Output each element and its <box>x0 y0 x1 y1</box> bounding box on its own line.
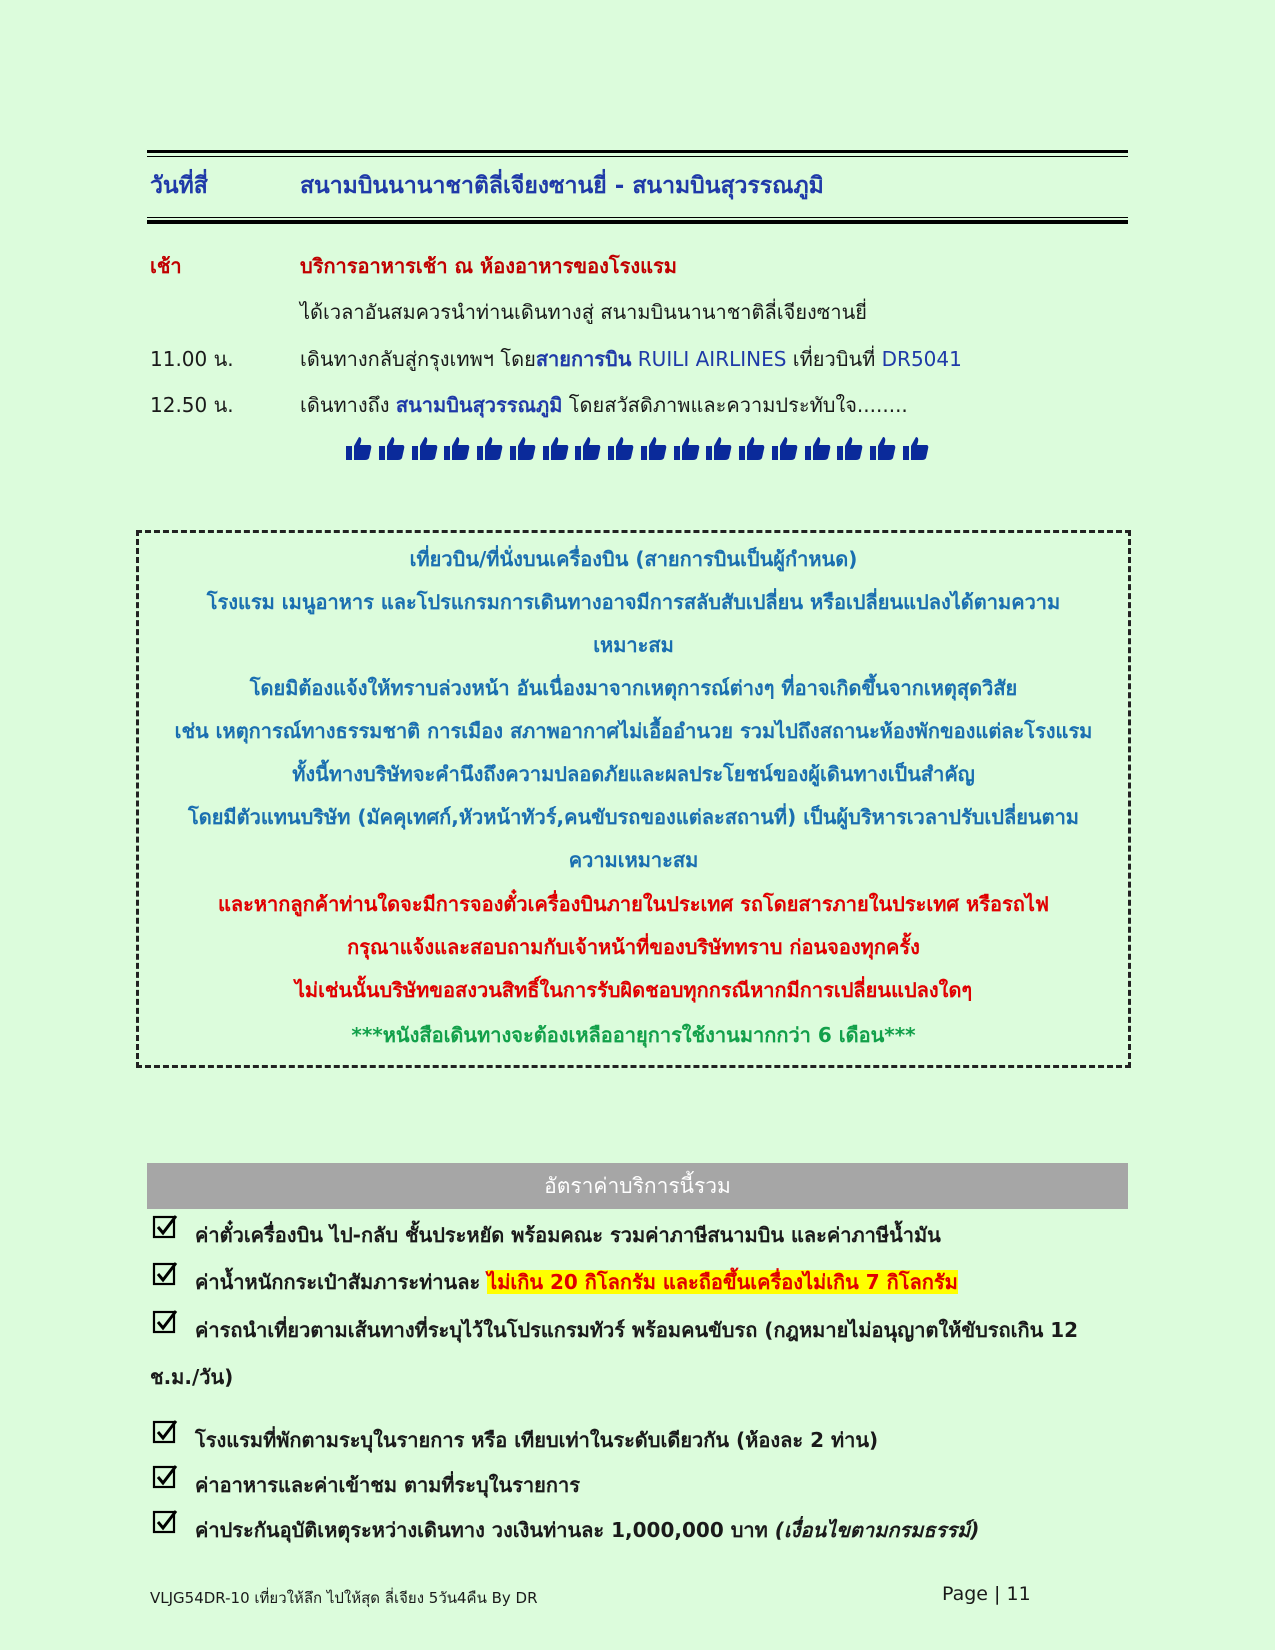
checkbox-checked-icon <box>152 1309 178 1335</box>
day-header <box>147 150 1128 226</box>
thumbs-up-icon <box>902 434 930 462</box>
notice-box <box>136 530 1131 1068</box>
header-rule-top-thin <box>147 156 1128 157</box>
include-item: ค่ารถนำเที่ยวตามเส้นทางที่ระบุไว้ในโปรแกรมทัวร์ พร้อมคนขับรถ (กฎหมายไม่อนุญาตให้ขับรถเกิน 12 <box>195 1318 1079 1342</box>
thumbs-up-icon <box>378 434 406 462</box>
thumbs-up-icon <box>509 434 537 462</box>
checkbox-checked-icon <box>152 1464 178 1490</box>
schedule-text: บริการอาหารเช้า ณ ห้องอาหารของโรงแรม <box>300 254 677 278</box>
notice-line: โดยมีตัวแทนบริษัท (มัคคุเทศก์,หัวหน้าทัวร์,คนขับรถของแต่ละสถานที่) เป็นผู้บริหารเวลาปรับเปลี่ยนตาม <box>187 805 1079 829</box>
notice-line: ความเหมาะสม <box>568 848 699 872</box>
baggage-text: ค่าน้ำหนักกระเป๋าสัมภาระท่านละ <box>195 1270 488 1294</box>
include-item: ค่าอาหารและค่าเข้าชม ตามที่ระบุในรายการ <box>195 1473 580 1497</box>
header-rule-bottom-thick <box>147 220 1128 224</box>
thumbs-up-icon <box>705 434 733 462</box>
thumbs-up-icon <box>574 434 602 462</box>
include-item <box>195 1266 958 1298</box>
notice-line: เหมาะสม <box>593 633 674 657</box>
schedule-text <box>300 389 908 421</box>
thumbs-up-icon <box>836 434 864 462</box>
thumbs-up-icon <box>640 434 668 462</box>
checkbox-checked-icon <box>152 1214 178 1240</box>
flight-mid-text: เที่ยวบินที่ <box>786 347 882 371</box>
insurance-text: ค่าประกันอุบัติเหตุระหว่างเดินทาง วงเงินท่านละ 1,000,000 บาท <box>195 1518 775 1542</box>
thumbs-up-icon <box>411 434 439 462</box>
day-label: วันที่สี่ <box>150 173 208 199</box>
checkbox-checked-icon <box>152 1261 178 1287</box>
notice-warning-line: และหากลูกค้าท่านใดจะมีการจองตั๋วเครื่องบินภายในประเทศ รถโดยสารภายในประเทศ หรือรถไฟ <box>217 892 1050 916</box>
thumbs-up-icon <box>345 434 373 462</box>
notice-line: โรงแรม เมนูอาหาร และโปรแกรมการเดินทางอาจมีการสลับสับเปลี่ยน หรือเปลี่ยนแปลงได้ตามความ <box>206 590 1061 614</box>
airline-label: สายการบิน <box>535 347 632 371</box>
checkbox-checked-icon <box>152 1509 178 1535</box>
footer-page-number: Page | 11 <box>942 1583 1031 1605</box>
arrival-pre-text: เดินทางถึง <box>300 393 396 417</box>
thumbs-up-icon <box>869 434 897 462</box>
flight-number: DR5041 <box>881 347 962 371</box>
thumbs-up-icon <box>443 434 471 462</box>
notice-line: ทั้งนี้ทางบริษัทจะคำนึงถึงความปลอดภัยและผลประโยชน์ของผู้เดินทางเป็นสำคัญ <box>292 762 975 786</box>
schedule-text <box>300 343 962 375</box>
thumbs-up-divider <box>345 434 930 464</box>
include-item <box>195 1514 979 1546</box>
thumbs-up-icon <box>673 434 701 462</box>
include-item-continuation: ช.ม./วัน) <box>150 1365 234 1389</box>
include-item: โรงแรมที่พักตามระบุในรายการ หรือ เทียบเท่าในระดับเดียวกัน (ห้องละ 2 ท่าน) <box>195 1428 879 1452</box>
thumbs-up-icon <box>804 434 832 462</box>
schedule-text: ได้เวลาอันสมควรนำท่านเดินทางสู่ สนามบินนานาชาติลี่เจียงซานยี่ <box>300 300 868 324</box>
notice-warning-line: กรุณาแจ้งและสอบถามกับเจ้าหน้าที่ของบริษัททราบ ก่อนจองทุกครั้ง <box>347 935 920 959</box>
baggage-highlight: ไม่เกิน 20 กิโลกรัม และถือขึ้นเครื่องไม่เกิน 7 กิโลกรัม <box>487 1270 958 1294</box>
thumbs-up-icon <box>771 434 799 462</box>
footer-program-code: VLJG54DR-10 เที่ยวให้ลึก ไปให้สุด ลี่เจียง 5วัน4คืน By DR <box>150 1589 538 1607</box>
checkbox-checked-icon <box>152 1419 178 1445</box>
insurance-note: (เงื่อนไขตามกรมธรรม์) <box>774 1518 980 1542</box>
flight-pre-text: เดินทางกลับสู่กรุงเทพฯ โดย <box>300 347 536 371</box>
includes-header: อัตราค่าบริการนี้รวม <box>147 1163 1128 1209</box>
thumbs-up-icon <box>607 434 635 462</box>
arrival-airport: สนามบินสุวรรณภูมิ <box>395 393 563 417</box>
thumbs-up-icon <box>476 434 504 462</box>
schedule-time: เช้า <box>150 254 182 278</box>
notice-line: เที่ยวบิน/ที่นั่งบนเครื่องบิน (สายการบินเป็นผู้กำหนด) <box>409 547 858 571</box>
arrival-post-text: โดยสวัสดิภาพและความประทับใจ........ <box>562 393 908 417</box>
notice-warning-line: ไม่เช่นนั้นบริษัทขอสงวนสิทธิ์ในการรับผิดชอบทุกกรณีหากมีการเปลี่ยนแปลงใดๆ <box>294 978 973 1002</box>
thumbs-up-icon <box>542 434 570 462</box>
day-title: สนามบินนานาชาติลี่เจียงซานยี่ - สนามบินสุวรรณภูมิ <box>300 173 824 199</box>
schedule-time: 12.50 น. <box>150 393 234 417</box>
header-rule-bottom-thin <box>147 217 1128 218</box>
header-rule-top-thick <box>147 150 1128 153</box>
thumbs-up-icon <box>738 434 766 462</box>
include-item: ค่าตั๋วเครื่องบิน ไป-กลับ ชั้นประหยัด พร้อมคณะ รวมค่าภาษีสนามบิน และค่าภาษีน้ำมัน <box>195 1223 941 1247</box>
notice-line: โดยมิต้องแจ้งให้ทราบล่วงหน้า อันเนื่องมาจากเหตุการณ์ต่างๆ ที่อาจเกิดขึ้นจากเหตุสุดวิสัย <box>249 676 1018 700</box>
schedule-time: 11.00 น. <box>150 347 234 371</box>
notice-line: เช่น เหตุการณ์ทางธรรมชาติ การเมือง สภาพอากาศไม่เอื้ออำนวย รวมไปถึงสถานะห้องพักของแต่ละโรงแรม <box>174 719 1093 743</box>
airline-name: RUILI AIRLINES <box>631 347 787 371</box>
passport-notice: ***หนังสือเดินทางจะต้องเหลืออายุการใช้งานมากกว่า 6 เดือน*** <box>351 1023 916 1047</box>
